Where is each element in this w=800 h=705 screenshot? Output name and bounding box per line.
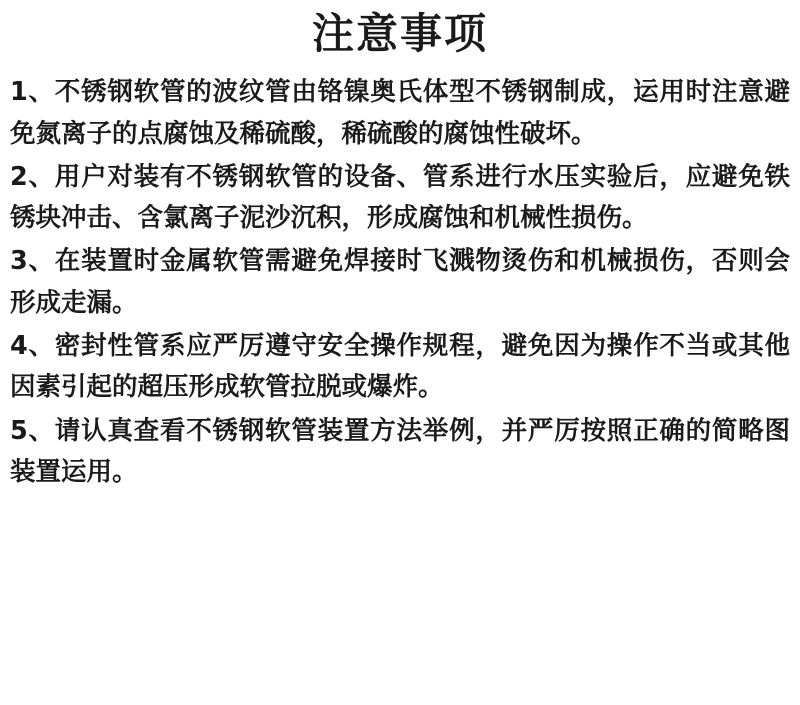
list-item: 5、请认真查看不锈钢软管装置方法举例，并严厉按照正确的简略图装置运用。 bbox=[10, 415, 790, 487]
notice-list bbox=[10, 72, 790, 493]
list-item: 2、用户对装有不锈钢软管的设备、管系进行水压实验后，应避免铁锈块冲击、含氯离子泥沙沉积，形成腐蚀和机械性损伤。 bbox=[10, 161, 790, 234]
list-item: 3、在装置时金属软管需避免焊接时飞溅物烫伤和机械损伤，否则会形成走漏。 bbox=[10, 246, 790, 318]
list-item: 1、不锈钢软管的波纹管由铬镍奥氏体型不锈钢制成，运用时注意避免氮离子的点腐蚀及稀硫酸，稀硫酸的腐蚀性破坏。 bbox=[10, 77, 790, 149]
page-title: 注意事项 bbox=[311, 9, 488, 58]
list-item: 4、密封性管系应严厉遵守安全操作规程，避免因为操作不当或其他因素引起的超压形成软管拉脱或爆炸。 bbox=[10, 331, 790, 403]
